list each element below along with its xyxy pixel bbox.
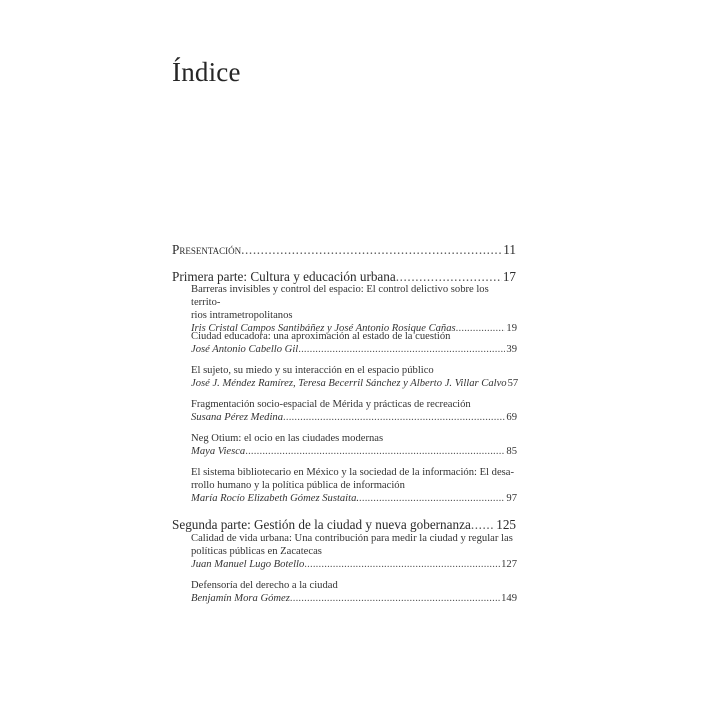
- chapter-title-line: El sistema bibliotecario en México y la sociedad de la información: El desa-: [191, 467, 515, 478]
- chapter-author: María Rocío Elizabeth Gómez Sustaita.: [191, 493, 360, 504]
- chapter-title-line: rrollo humano y la política pública de información: [191, 480, 405, 491]
- toc-page-number: 125: [496, 517, 516, 532]
- chapter-author-line: [191, 377, 517, 390]
- toc-part-title: Primera parte: Cultura y educación urbana: [172, 269, 396, 284]
- chapter-author: Juan Manuel Lugo Botello: [191, 559, 305, 570]
- toc-chapter: [191, 466, 517, 505]
- chapter-title-line: rios intrametropolitanos: [191, 310, 293, 321]
- toc-entry-label: Presentación: [172, 242, 242, 257]
- chapter-author: Susana Pérez Medina: [191, 412, 283, 423]
- toc-chapter: [191, 330, 517, 356]
- chapter-title-line: Fragmentación socio-espacial de Mérida y prácticas de recreación: [191, 399, 471, 410]
- chapter-title-line: Neg Otium: el ocio en las ciudades modernas: [191, 433, 384, 444]
- toc-chapter: [191, 398, 517, 424]
- toc-entry-presentacion: [172, 242, 516, 258]
- chapter-author-line: [191, 343, 517, 356]
- dot-leader: [290, 592, 500, 605]
- chapter-author-line: [191, 592, 517, 605]
- chapter-title-line: Calidad de vida urbana: Una contribución para medir la ciudad y regular las: [191, 533, 513, 544]
- chapter-author-line: [191, 445, 517, 458]
- toc-page-number: 149: [501, 593, 517, 604]
- toc-chapter: [191, 532, 517, 571]
- toc-page-number: 97: [506, 493, 517, 504]
- toc-chapter: [191, 579, 517, 605]
- chapter-author-line: [191, 492, 517, 505]
- toc-chapter: [191, 283, 517, 335]
- chapter-title-line: Barreras invisibles y control del espacio: El control delictivo sobre los territo-: [191, 284, 489, 308]
- chapter-title-line: Ciudad educadora: una aproximación al estado de la cuestión: [191, 331, 451, 342]
- dot-leader: [245, 445, 505, 458]
- dot-leader: [304, 558, 500, 571]
- dot-leader: [471, 517, 495, 533]
- toc-page-number: 127: [501, 559, 517, 570]
- dot-leader: [298, 343, 505, 356]
- toc-page-number: 85: [506, 446, 517, 457]
- toc-page-number: 69: [506, 412, 517, 423]
- chapter-author: José J. Méndez Ramírez, Teresa Becerril Sánchez y Alberto J. Villar Calvo: [191, 378, 507, 389]
- chapter-title-line: Defensoría del derecho a la ciudad: [191, 580, 338, 591]
- dot-leader: [359, 492, 505, 505]
- toc-page-number: 17: [502, 269, 516, 284]
- toc-part-title: Segunda parte: Gestión de la ciudad y nueva gobernanza: [172, 517, 471, 532]
- chapter-author: José Antonio Cabello Gil: [191, 344, 299, 355]
- chapter-author: Iris Cristal Campos Santibáñez y José Antonio Rosique Cañas: [191, 323, 456, 334]
- toc-chapter: [191, 432, 517, 458]
- chapter-author-line: [191, 558, 517, 571]
- toc-part-2: [172, 517, 516, 533]
- dot-leader: [241, 242, 502, 258]
- toc-page-number: 19: [506, 323, 517, 334]
- chapter-title-line: políticas públicas en Zacatecas: [191, 546, 322, 557]
- chapter-author: Maya Viesca: [191, 446, 246, 457]
- toc-chapter: [191, 364, 517, 390]
- chapter-author-line: [191, 411, 517, 424]
- toc-page-number: 57: [507, 378, 519, 389]
- chapter-title-line: El sujeto, su miedo y su interacción en el espacio público: [191, 365, 434, 376]
- chapter-author: Benjamín Mora Gómez: [191, 593, 290, 604]
- toc-page-number: 39: [506, 344, 517, 355]
- page-title: Índice: [172, 57, 241, 87]
- toc-page-number: 11: [503, 242, 516, 257]
- dot-leader: [283, 411, 505, 424]
